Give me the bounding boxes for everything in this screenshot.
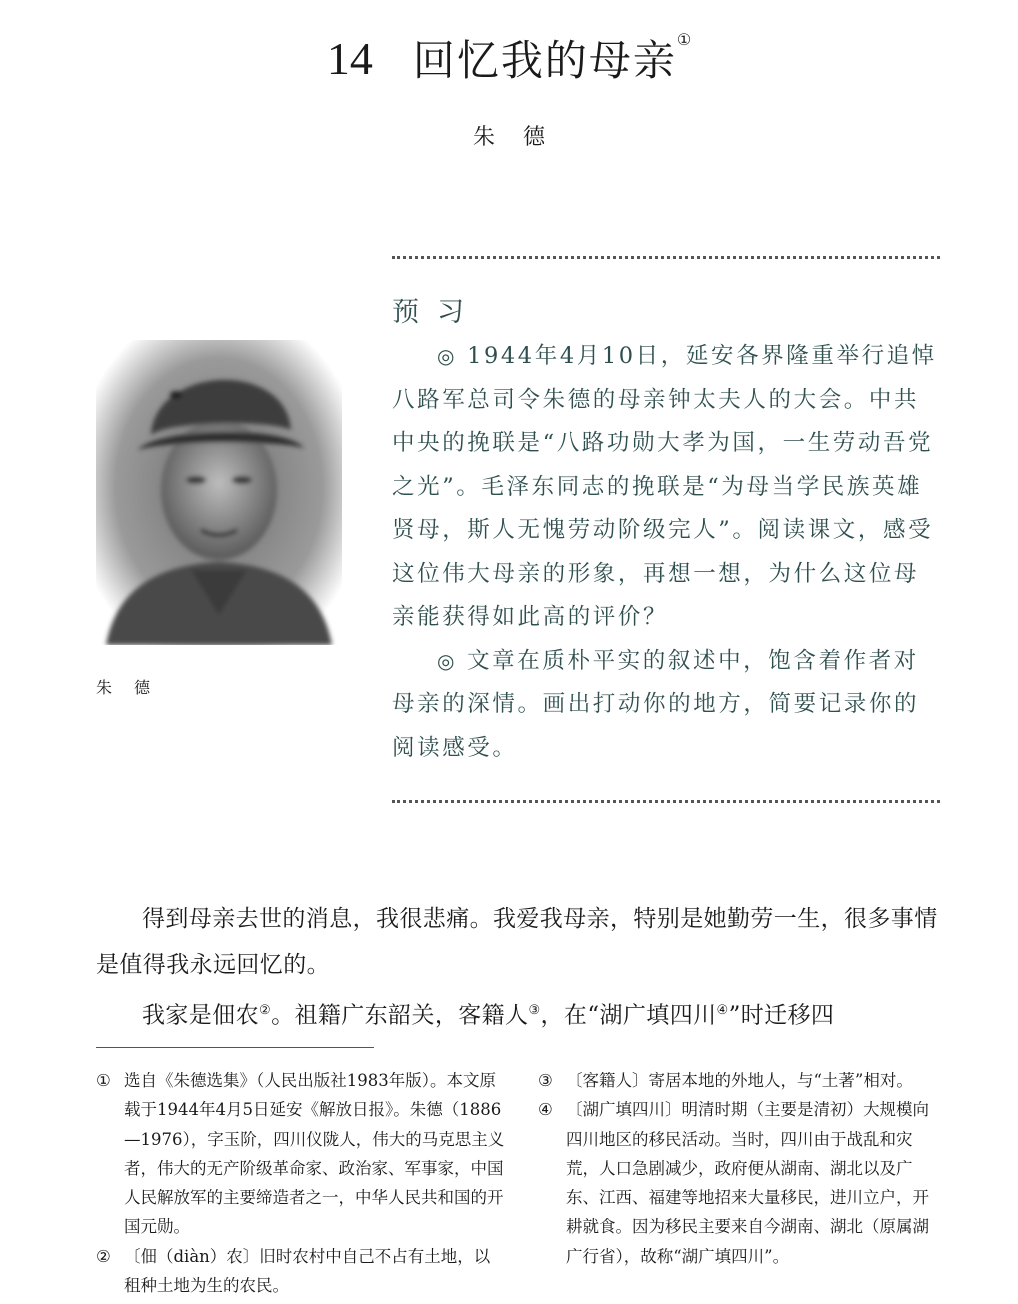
footnote-text: 〔佃（diàn）农〕旧时农村中自己不占有土地，以租种土地为生的农民。 <box>124 1246 491 1296</box>
footnote-number: ④ <box>538 1100 553 1120</box>
preview-bottom-divider <box>392 800 940 803</box>
footnote-number: ① <box>96 1071 111 1090</box>
main-text-segment: 我家是佃农 <box>142 1002 259 1029</box>
lesson-title-row <box>0 28 1018 88</box>
title-footnote-mark[interactable]: ① <box>676 30 692 49</box>
lesson-title: 回忆我的母亲 <box>412 36 677 85</box>
lesson-number: 14 <box>326 32 373 84</box>
footnote-1 <box>96 1066 506 1242</box>
footnote-mark-2[interactable]: ② <box>259 1003 272 1018</box>
bullet-icon: ◎ <box>437 648 458 673</box>
main-text-segment: ”时迁移四 <box>728 1002 835 1029</box>
main-text-segment: 。祖籍广东韶关，客籍人 <box>271 1002 529 1029</box>
author-name: 朱德 <box>472 125 573 150</box>
footnote-2 <box>96 1242 506 1301</box>
footnote-4 <box>538 1095 943 1271</box>
footnote-text: 选自《朱德选集》（人民出版社1983年版）。本文原载于1944年4月5日延安《解放日报》。朱德（1886—1976），字玉阶，四川仪陇人，伟大的马克思主义者，伟大的无产阶级革命家、政治家、军事家，中国人民解放军的主要缔造者之一，中华人民共和国的开国元勋。 <box>124 1071 505 1237</box>
photo-caption: 朱德 <box>96 678 173 697</box>
preview-paragraph <box>392 640 940 771</box>
preview-box <box>392 335 940 770</box>
main-paragraph-2 <box>96 988 942 1039</box>
bullet-icon: ◎ <box>437 344 458 368</box>
preview-text-1: 1944年4月10日，延安各界隆重举行追悼八路军总司令朱德的母亲钟太夫人的大会。中共中央的挽联是“八路功勋大孝为国，一生劳动吾党之光”。毛泽东同志的挽联是“为母当学民族英雄贤母，斯人无愧劳动阶级完人”。阅读课文，感受这位伟大母亲的形象，再想一想，为什么这位母亲能获得如此高的评价？ <box>392 343 937 630</box>
main-text <box>96 896 942 1039</box>
footnote-3 <box>538 1066 943 1095</box>
footnote-text: 〔湖广填四川〕明清时期（主要是清初）大规模向四川地区的移民活动。当时，四川由于战乱和灾荒，人口急剧减少，政府便从湖南、湖北以及广东、江西、福建等地招来大量移民，进川立户，开耕就食。因为移民主要来自今湖南、湖北（原属湖广行省），故称“湖广填四川”。 <box>566 1100 929 1266</box>
footnote-text: 〔客籍人〕寄居本地的外地人，与“土著”相对。 <box>566 1071 913 1090</box>
footnotes-right-column <box>538 1066 943 1271</box>
portrait-photo-icon <box>96 340 342 645</box>
footnote-mark-3[interactable]: ③ <box>528 1003 541 1018</box>
footnote-mark-4[interactable]: ④ <box>716 1003 729 1018</box>
main-text-segment: ，在“湖广填四川 <box>540 1002 717 1029</box>
footnote-rule <box>96 1047 374 1048</box>
main-paragraph-1: 得到母亲去世的消息，我很悲痛。我爱我母亲，特别是她勤劳一生，很多事情是值得我永远回忆的。 <box>96 906 938 978</box>
footnote-number: ② <box>96 1246 111 1266</box>
footnote-number: ③ <box>538 1071 553 1090</box>
preview-paragraph <box>392 335 940 640</box>
preview-text-2: 文章在质朴平实的叙述中，饱含着作者对母亲的深情。画出打动你的地方，简要记录你的阅读感受。 <box>392 647 920 761</box>
preview-top-divider <box>392 256 940 259</box>
preview-heading: 预习 <box>392 297 482 328</box>
footnotes-left-column <box>96 1066 506 1300</box>
